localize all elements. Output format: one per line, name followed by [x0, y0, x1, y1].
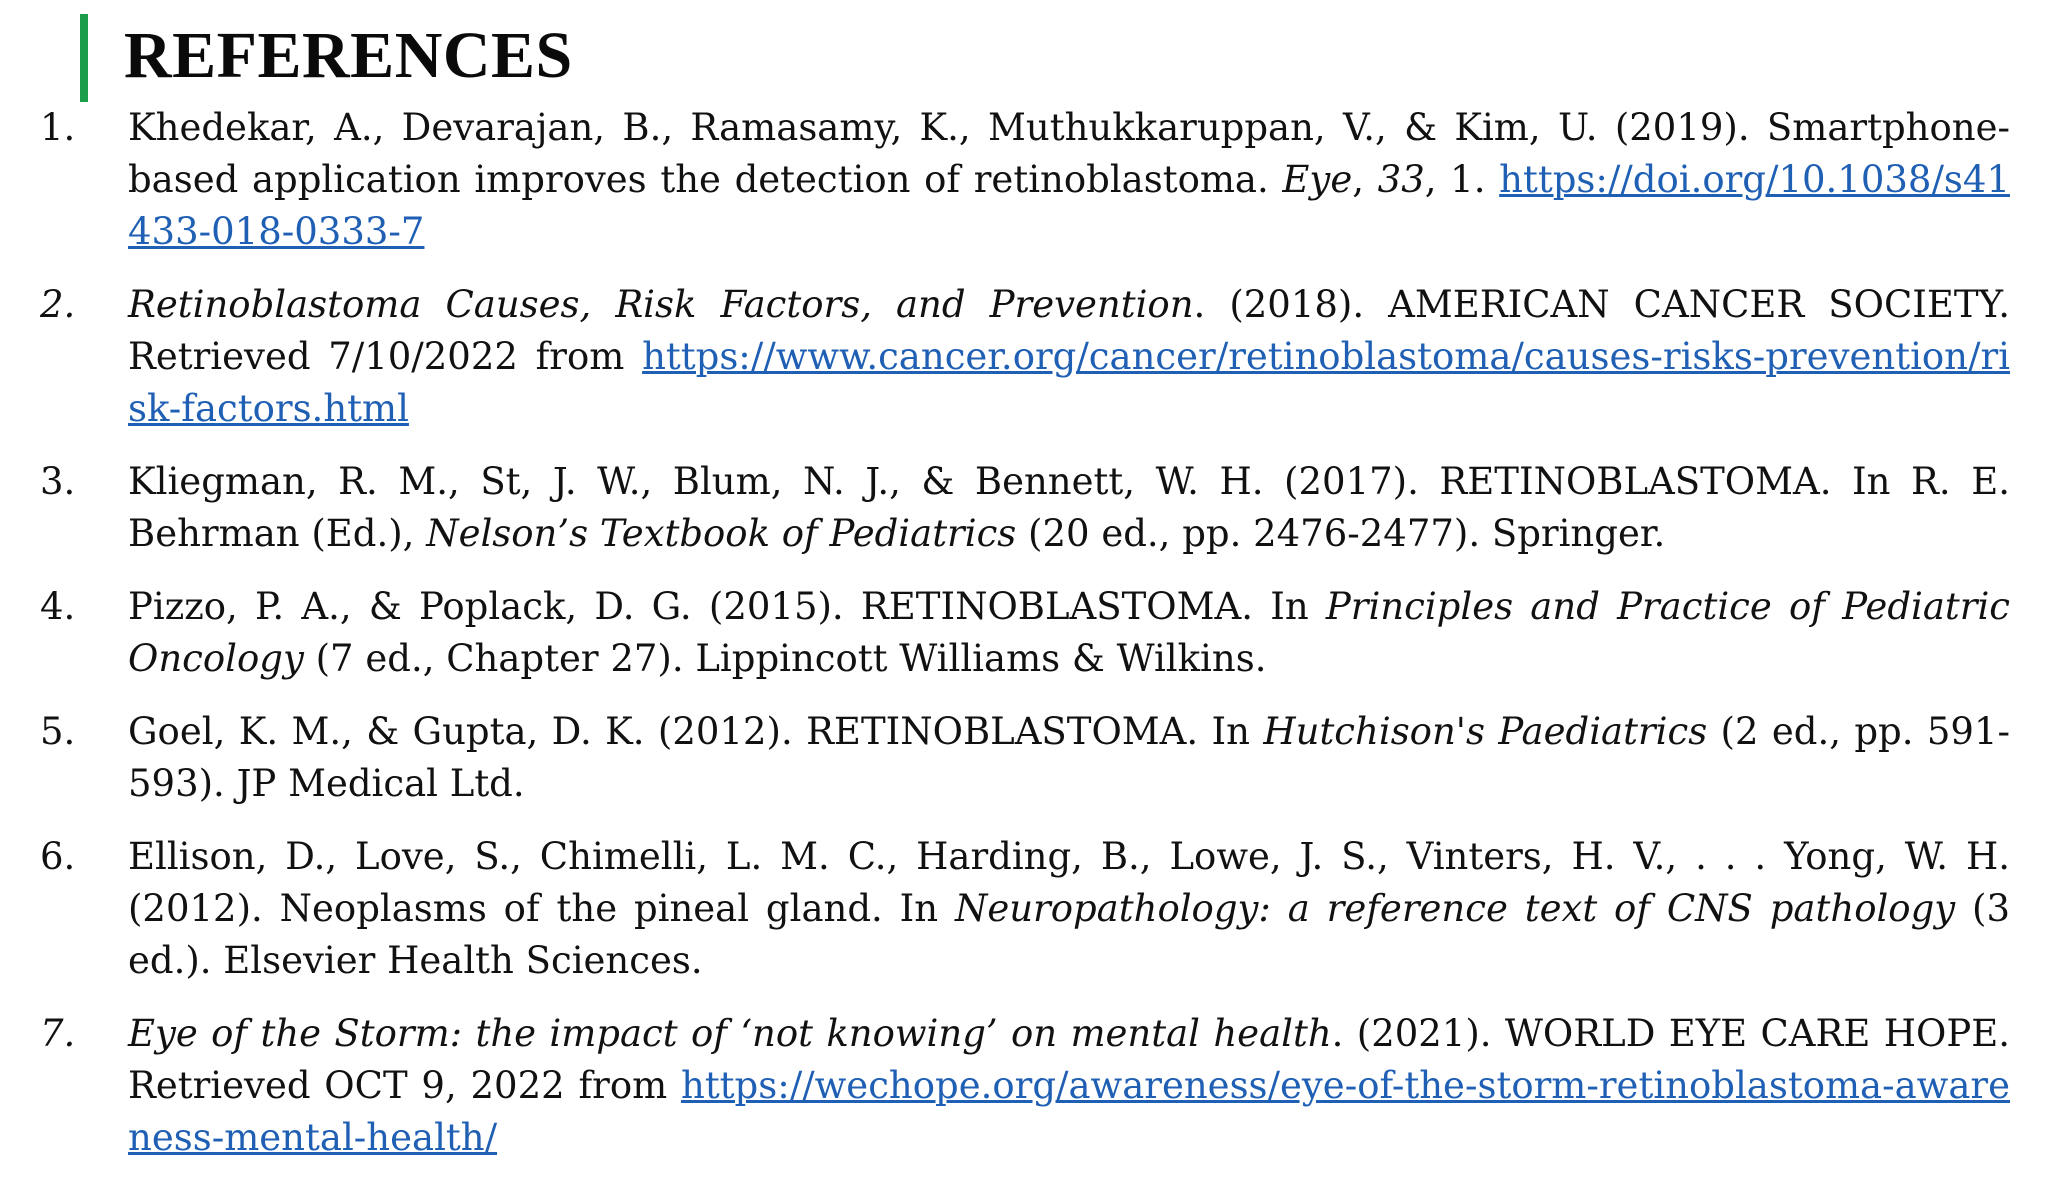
book-title: Hutchison's Paediatrics [1263, 710, 1708, 753]
wechope-link[interactable]: https://wechope.org/awareness/eye-of-the-storm-retinoblastoma-awareness-mental-health/ [128, 1064, 2010, 1159]
book-title: Neuropathology: a reference text of CNS pathology [954, 887, 1956, 930]
reference-number: 3. [40, 460, 76, 503]
reference-details: (20 ed., pp. 2476-2477). Springer. [1016, 512, 1666, 555]
reference-text: Ellison, D., Love, S., Chimelli, L. M. C., Harding, B., Lowe, J. S., Vinters, H. V., . . . Yong, W. H. (2012). Neoplasms of the pineal gland. In [128, 835, 2010, 930]
reference-number: 4. [40, 585, 76, 628]
reference-number: 1. [40, 106, 76, 149]
reference-text: Khedekar, A., Devarajan, B., Ramasamy, K., Muthukkaruppan, V., & Kim, U. (2019). Smartphone-based application improves the detection of retinoblastoma. [128, 106, 2010, 201]
reference-item-4 [40, 581, 2010, 685]
reference-number: 5. [40, 710, 76, 753]
reference-number: 2. [40, 283, 76, 326]
page-title: REFERENCES [124, 19, 573, 92]
reference-item-7 [40, 1008, 2010, 1164]
work-title: Retinoblastoma Causes, Risk Factors, and Prevention [128, 283, 1194, 326]
reference-text: Kliegman, R. M., St, J. W., Blum, N. J., & Bennett, W. H. (2017). RETINOBLASTOMA. In R. E. Behrman (Ed.), [128, 460, 2010, 555]
book-title: Nelson’s Textbook of Pediatrics [426, 512, 1017, 555]
reference-details: (2 ed., pp. 591-593). JP Medical Ltd. [128, 710, 2010, 805]
reference-separator: , [1352, 158, 1378, 201]
reference-text: . (2018). AMERICAN CANCER SOCIETY. Retrieved 7/10/2022 from [128, 283, 2011, 378]
doi-link[interactable]: https://doi.org/10.1038/s41433-018-0333-7 [128, 158, 2010, 253]
title-accent-bar [80, 14, 88, 102]
reference-issue: , 1. [1424, 158, 1500, 201]
reference-number: 6. [40, 835, 76, 878]
reference-number: 7. [40, 1012, 76, 1055]
reference-details: (3 ed.). Elsevier Health Sciences. [128, 887, 2010, 982]
journal-title: Eye [1282, 158, 1353, 201]
reference-item-1 [40, 102, 2010, 258]
book-title: Principles and Practice of Pediatric Oncology [128, 585, 2011, 680]
reference-item-2 [40, 279, 2010, 435]
cancer-org-link[interactable]: https://www.cancer.org/cancer/retinoblastoma/causes-risks-prevention/risk-factors.html [128, 335, 2010, 430]
reference-item-3 [40, 456, 2010, 560]
reference-details: (7 ed., Chapter 27). Lippincott Williams & Wilkins. [303, 637, 1267, 680]
reference-item-5 [40, 706, 2010, 810]
reference-item-6 [40, 831, 2010, 987]
journal-volume: 33 [1377, 158, 1425, 201]
reference-text: . (2021). WORLD EYE CARE HOPE. Retrieved OCT 9, 2022 from [128, 1012, 2010, 1107]
reference-list [40, 102, 2010, 1185]
work-title: Eye of the Storm: the impact of ‘not knowing’ on mental health [128, 1012, 1332, 1055]
reference-text: Goel, K. M., & Gupta, D. K. (2012). RETINOBLASTOMA. In [128, 710, 1264, 753]
reference-text: Pizzo, P. A., & Poplack, D. G. (2015). RETINOBLASTOMA. In [128, 585, 1326, 628]
